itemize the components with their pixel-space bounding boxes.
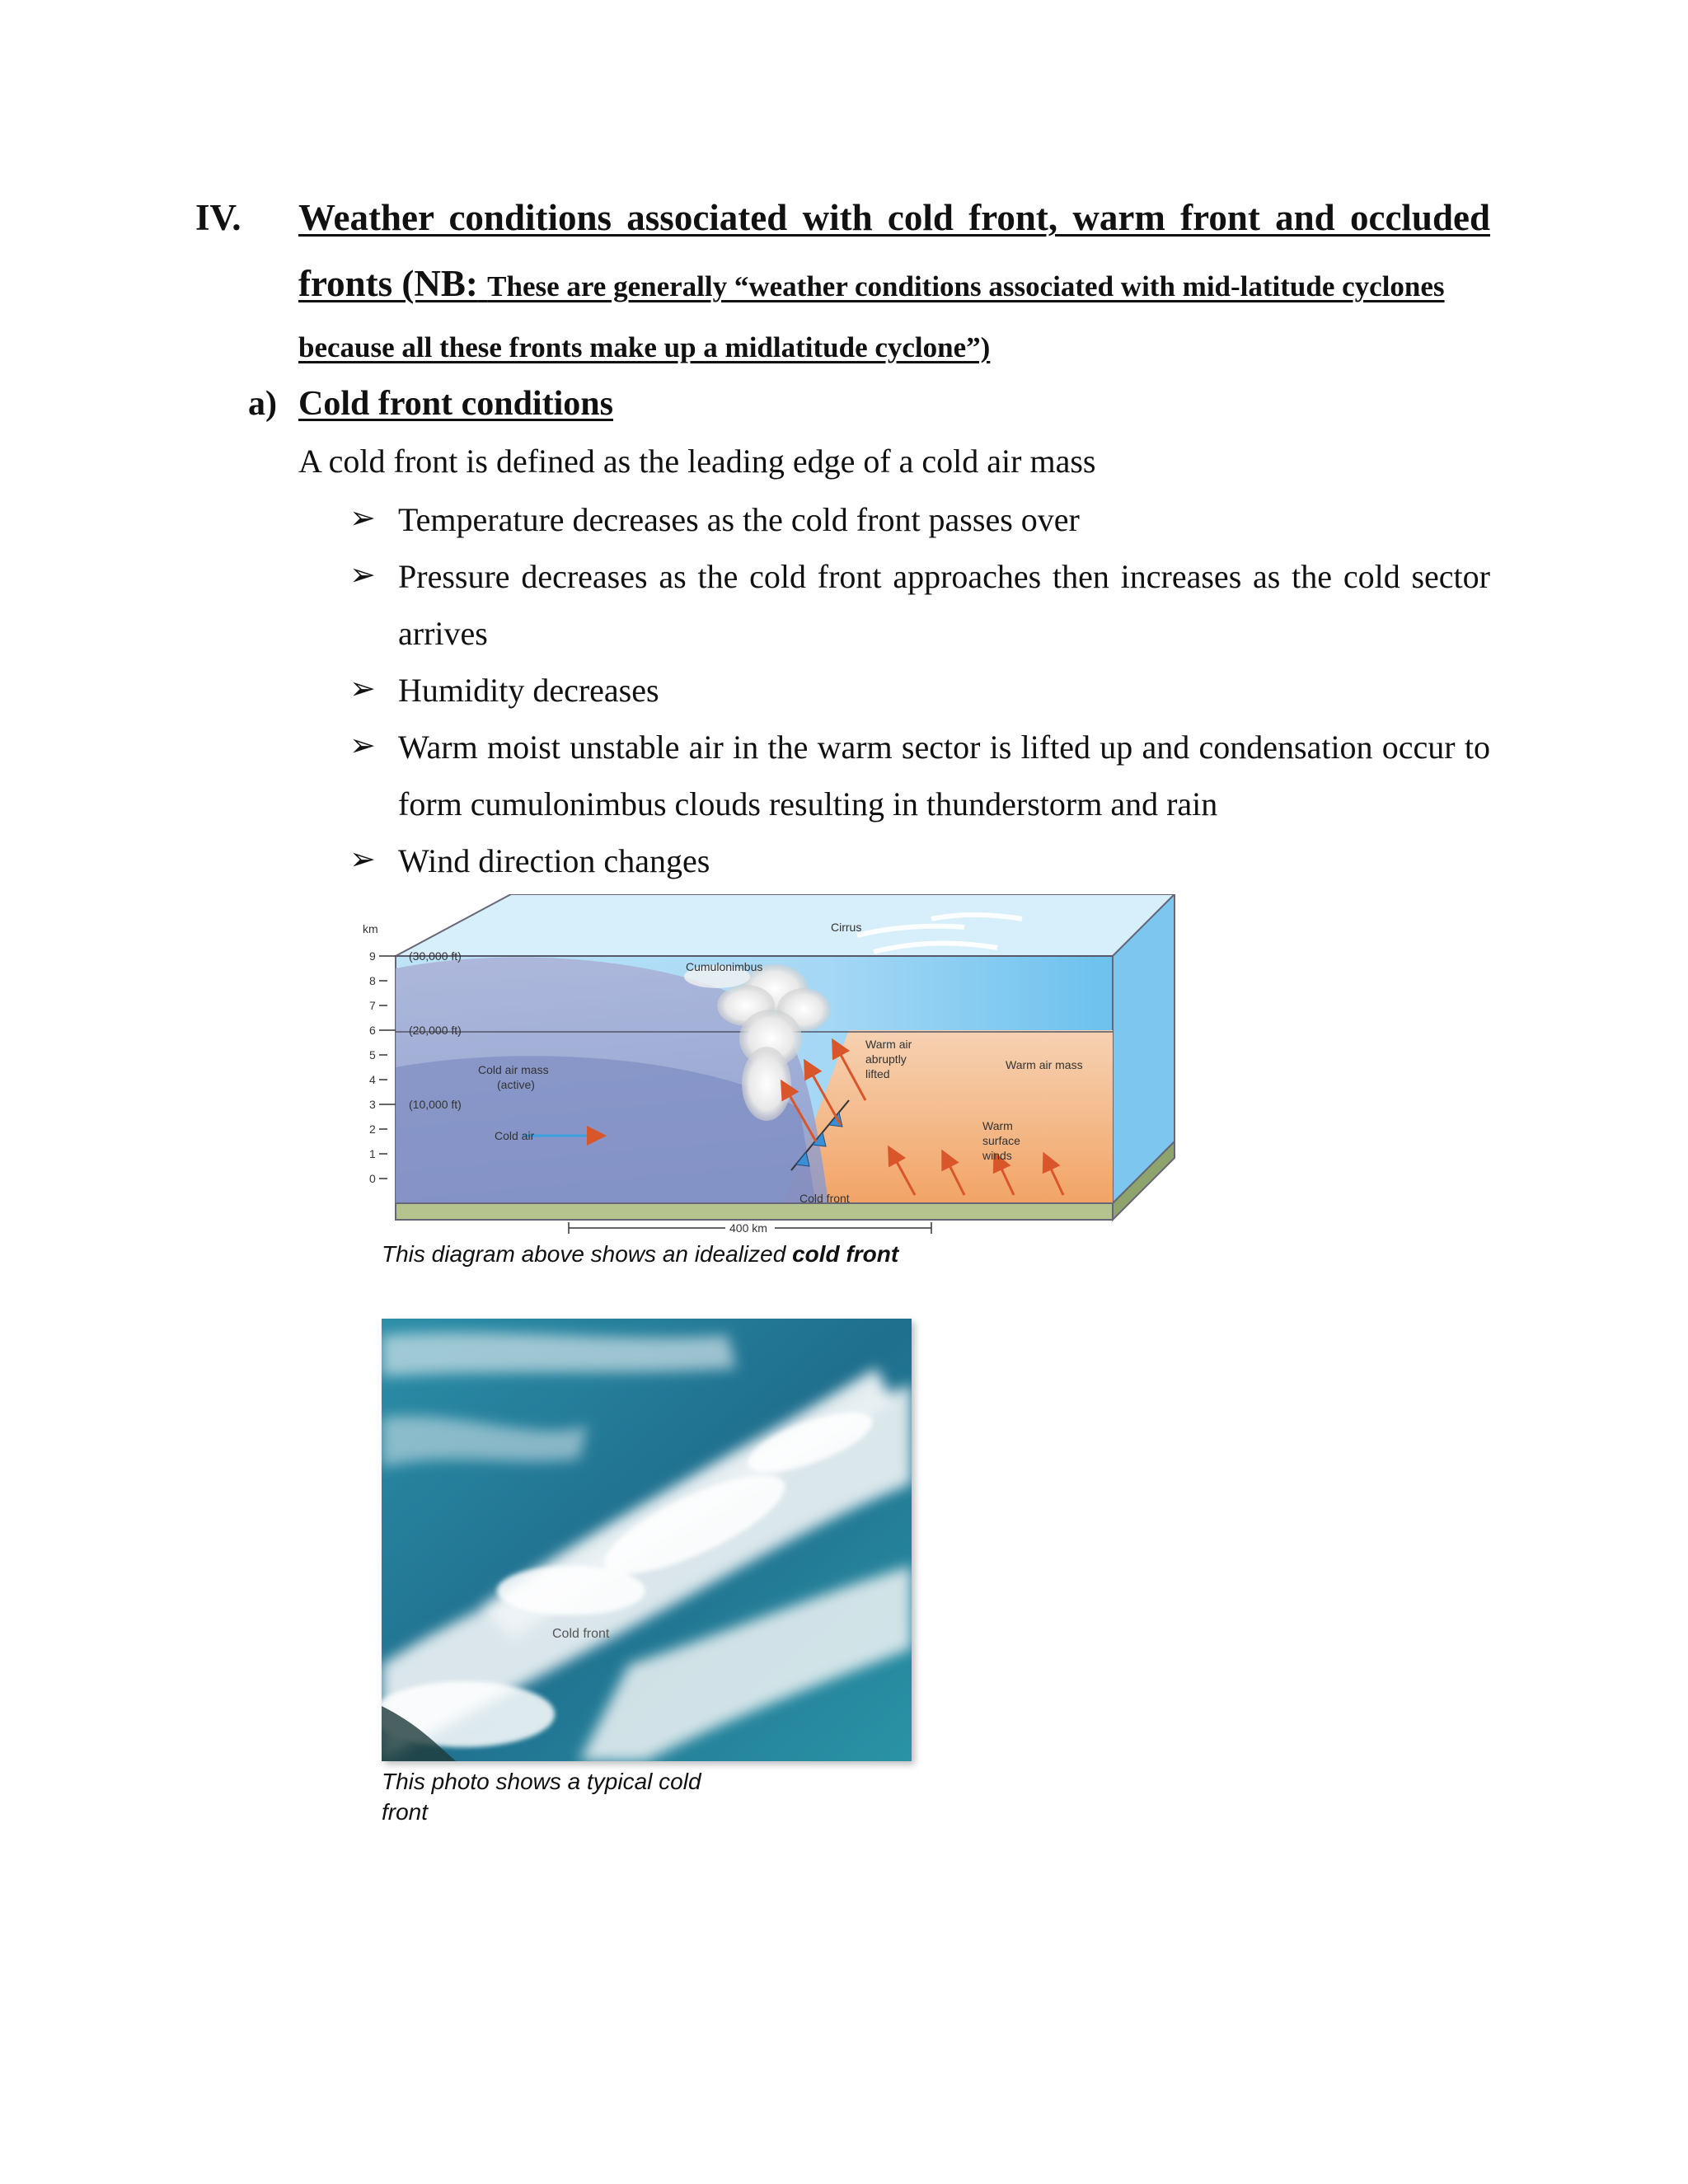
label-10000ft: (10,000 ft) xyxy=(409,1098,462,1111)
scale-bar xyxy=(569,1221,931,1235)
svg-text:km: km xyxy=(363,922,378,935)
section-title-note2: because all these fronts make up a midlatitude cyclone”) xyxy=(298,331,991,363)
label-warm-lift-3: lifted xyxy=(865,1067,890,1080)
bullet-wind: Wind direction changes xyxy=(398,842,710,879)
svg-text:7: 7 xyxy=(369,999,376,1012)
diagram-caption: This diagram above shows an idealized cold front xyxy=(382,1241,899,1267)
cold-front-diagram xyxy=(354,894,1195,1249)
cold-front-photo xyxy=(382,1319,912,1761)
photo-caption-line1: This photo shows a typical cold xyxy=(382,1769,701,1794)
label-cold-air-mass: Cold air mass xyxy=(478,1063,549,1076)
svg-text:6: 6 xyxy=(369,1024,376,1037)
bullet-warm-air-cont: form cumulonimbus clouds resulting in thunderstorm and rain xyxy=(398,785,1218,823)
bullet-arrow-icon: ➢ xyxy=(349,729,376,763)
bullet-arrow-icon: ➢ xyxy=(349,842,376,877)
label-cumulonimbus: Cumulonimbus xyxy=(686,960,763,973)
altitude-axis xyxy=(363,922,378,1185)
definition-text: A cold front is defined as the leading edge of a cold air mass xyxy=(298,443,1096,480)
label-warm-surface-1: Warm xyxy=(982,1119,1013,1132)
section-title-fronts: fronts (NB: xyxy=(298,263,478,304)
svg-text:8: 8 xyxy=(369,974,376,987)
bullet-warm-air: Warm moist unstable air in the warm sector is lifted up and condensation occur to xyxy=(398,729,1490,766)
label-cirrus: Cirrus xyxy=(831,921,862,934)
section-title-line2 xyxy=(298,262,1490,305)
photo-caption-line2: front xyxy=(382,1799,429,1825)
svg-text:4: 4 xyxy=(369,1073,376,1086)
subsection-title: Cold front conditions xyxy=(298,385,613,423)
label-warm-lift-2: abruptly xyxy=(865,1052,907,1066)
altitude-ticks xyxy=(379,956,396,1179)
svg-text:9: 9 xyxy=(369,949,376,963)
label-warm-air-mass: Warm air mass xyxy=(1006,1058,1083,1071)
label-cold-front: Cold front xyxy=(799,1192,850,1205)
label-cold-air: Cold air xyxy=(495,1129,535,1142)
bullet-pressure-cont: arrives xyxy=(398,615,488,652)
section-number: IV. xyxy=(195,197,241,238)
bullet-pressure: Pressure decreases as the cold front approaches then increases as the cold sector xyxy=(398,558,1490,595)
diagram-ground xyxy=(396,1203,1113,1220)
svg-text:2: 2 xyxy=(369,1122,376,1136)
svg-text:3: 3 xyxy=(369,1098,376,1111)
label-20000ft: (20,000 ft) xyxy=(409,1024,462,1037)
diagram-box-top xyxy=(396,894,1175,956)
bullet-arrow-icon: ➢ xyxy=(349,672,376,706)
bullet-arrow-icon: ➢ xyxy=(349,501,376,536)
bullet-humidity: Humidity decreases xyxy=(398,672,659,709)
label-scale: 400 km xyxy=(729,1221,767,1235)
label-30000ft: (30,000 ft) xyxy=(409,949,462,963)
svg-text:1: 1 xyxy=(369,1147,376,1160)
svg-text:0: 0 xyxy=(369,1172,376,1185)
label-warm-surface-3: winds xyxy=(982,1149,1012,1162)
bullet-temperature: Temperature decreases as the cold front passes over xyxy=(398,501,1080,538)
subsection-letter: a) xyxy=(248,385,277,423)
label-warm-lift-1: Warm air xyxy=(865,1038,912,1051)
svg-text:5: 5 xyxy=(369,1048,376,1062)
section-title-note1: These are generally “weather conditions associated with mid-latitude cyclones xyxy=(487,270,1445,302)
label-active: (active) xyxy=(497,1078,535,1091)
label-warm-surface-2: surface xyxy=(982,1134,1020,1147)
photo-label-cold-front: Cold front xyxy=(552,1627,610,1641)
bullet-arrow-icon: ➢ xyxy=(349,558,376,593)
section-title-line1: Weather conditions associated with cold front, warm front and occluded xyxy=(298,197,1490,238)
